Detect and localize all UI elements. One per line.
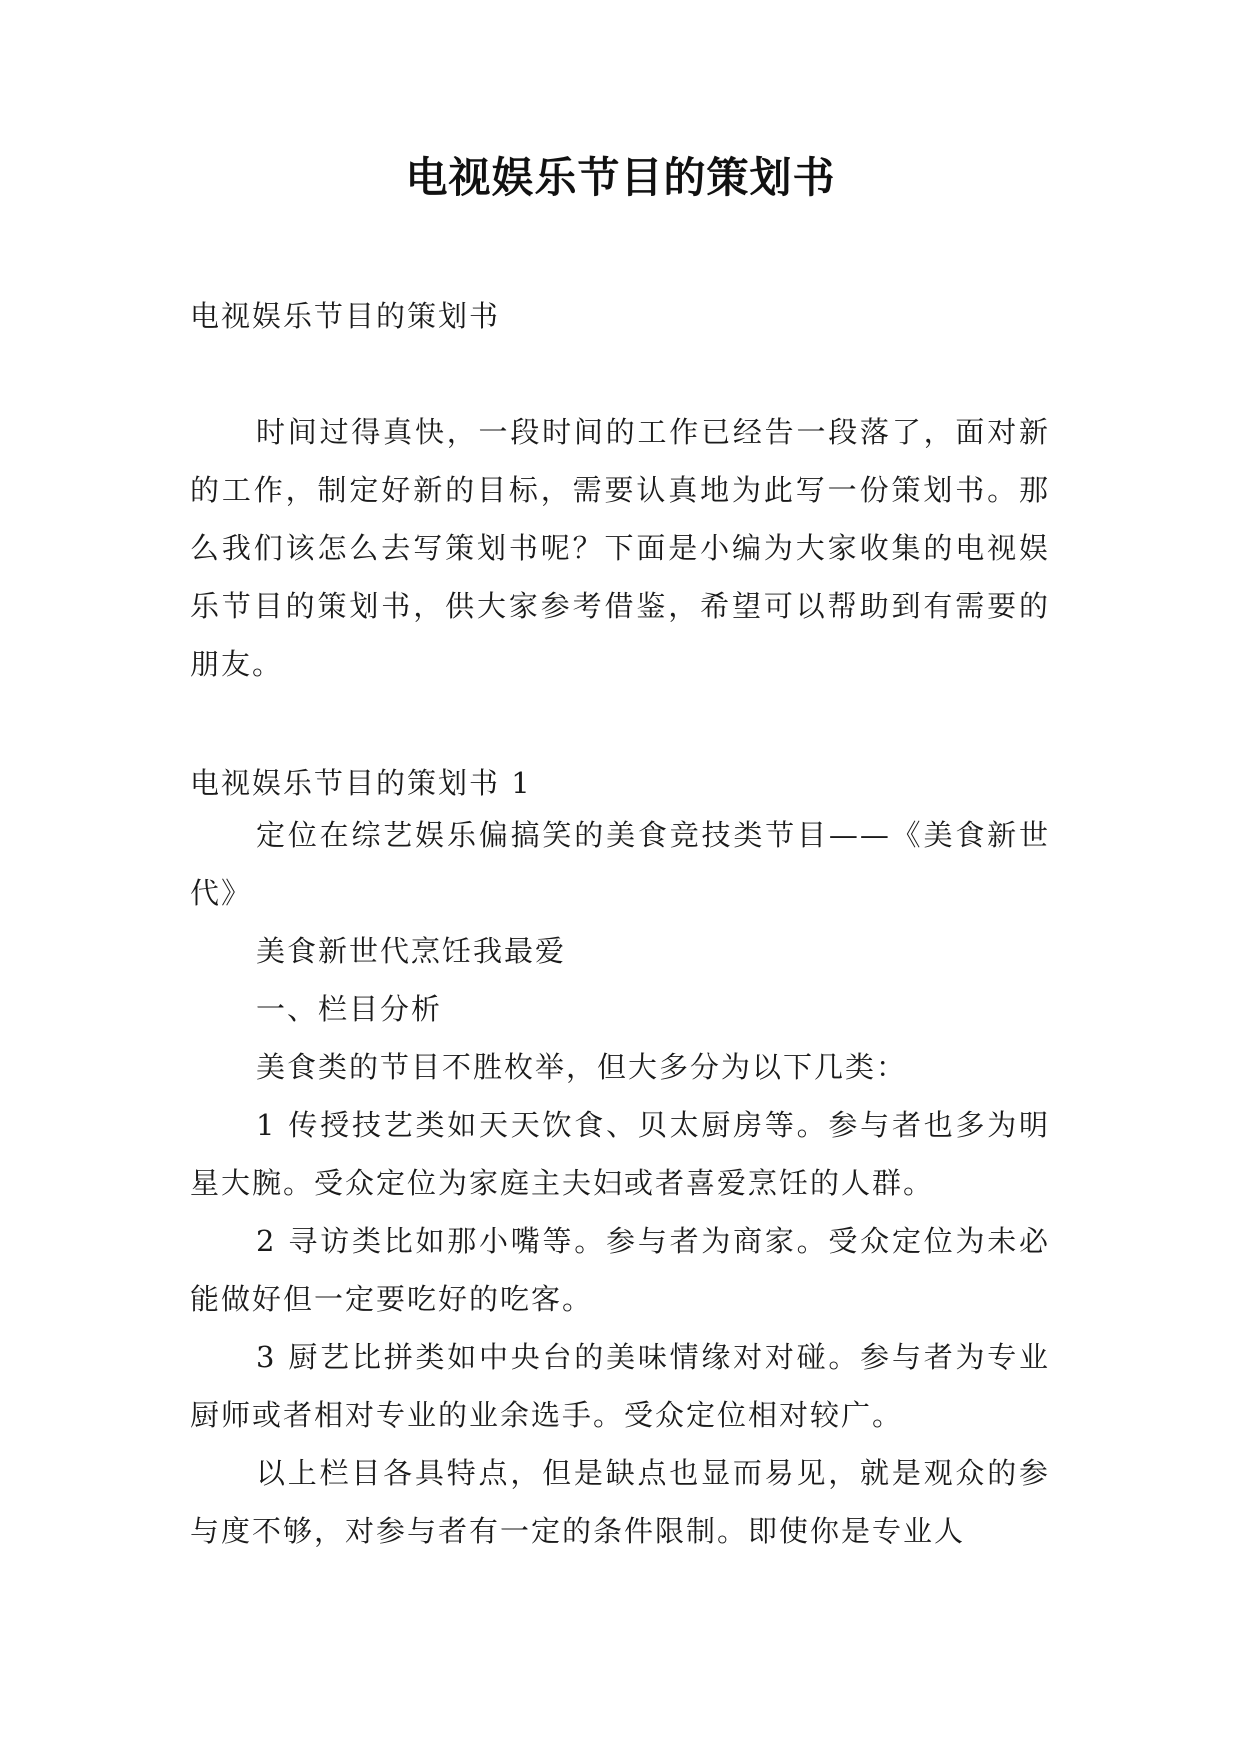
paragraph-category-1: 1 传授技艺类如天天饮食、贝太厨房等。参与者也多为明星大腕。受众定位为家庭主夫妇或者喜爱烹饪的人群。 [190, 1108, 1050, 1200]
paragraph-slogan: 美食新世代烹饪我最爱 [256, 934, 567, 968]
paragraph-category-3: 3 厨艺比拼类如中央台的美味情缘对对碰。参与者为专业厨师或者相对专业的业余选手。受众定位相对较广。 [190, 1340, 1050, 1432]
paragraph-positioning: 定位在综艺娱乐偏搞笑的美食竞技类节目——《美食新世代》 [190, 818, 1050, 910]
section-body [190, 806, 1050, 1560]
document-title: 电视娱乐节目的策划书 [405, 153, 836, 202]
paragraph-heading-analysis: 一、栏目分析 [256, 992, 443, 1026]
intro-paragraph: 时间过得真快，一段时间的工作已经告一段落了，面对新的工作，制定好新的目标，需要认真地为此写一份策划书。那么我们该怎么去写策划书呢？下面是小编为大家收集的电视娱乐节目的策划书，供大家参考借鉴，希望可以帮助到有需要的朋友。 [190, 415, 1050, 681]
paragraph-category-intro: 美食类的节目不胜枚举，但大多分为以下几类： [256, 1050, 908, 1084]
paragraph-category-2: 2 寻访类比如那小嘴等。参与者为商家。受众定位为未必能做好但一定要吃好的吃客。 [190, 1224, 1050, 1316]
paragraph-summary: 以上栏目各具特点，但是缺点也显而易见，就是观众的参与度不够，对参与者有一定的条件限制。即使你是专业人 [190, 1456, 1050, 1548]
document-subtitle: 电视娱乐节目的策划书 [190, 299, 501, 333]
section-title: 电视娱乐节目的策划书 1 [190, 766, 532, 800]
